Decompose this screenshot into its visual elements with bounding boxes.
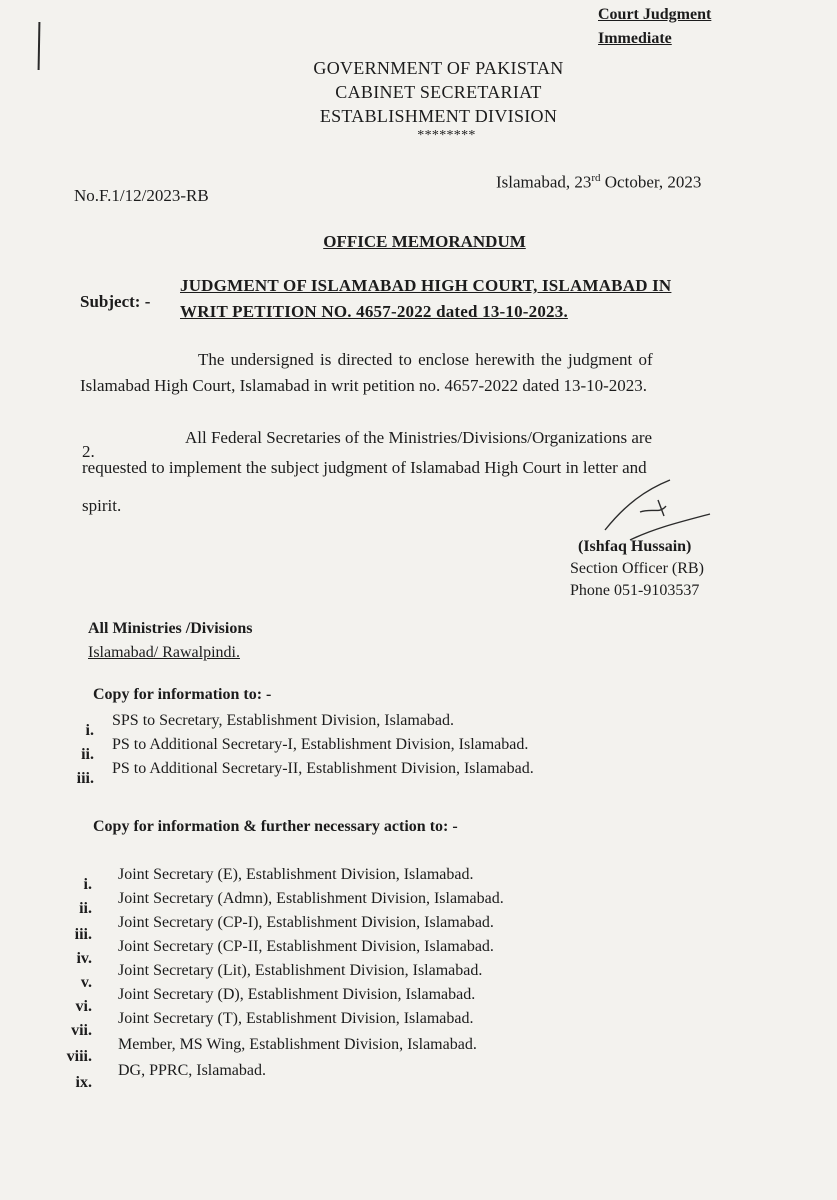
- header-stars: ********: [417, 128, 476, 143]
- copy-action-num-8: viii.: [66, 1048, 92, 1065]
- addressee-title: All Ministries /Divisions: [88, 620, 253, 637]
- copy-info-item-3: PS to Additional Secretary-II, Establishment Division, Islamabad.: [112, 760, 534, 777]
- subject-label: Subject: -: [80, 292, 151, 311]
- copy-action-item-5: Joint Secretary (Lit), Establishment Division, Islamabad.: [118, 962, 483, 979]
- copy-action-item-2: Joint Secretary (Admn), Establishment Division, Islamabad.: [118, 890, 504, 907]
- copy-info-item-2: PS to Additional Secretary-I, Establishment Division, Islamabad.: [112, 736, 529, 753]
- copy-action-item-1: Joint Secretary (E), Establishment Division, Islamabad.: [118, 866, 474, 883]
- header-line-3: ESTABLISHMENT DIVISION: [319, 106, 558, 126]
- copy-action-heading: Copy for information & further necessary action to: -: [93, 818, 458, 835]
- copy-action-item-4: Joint Secretary (CP-II, Establishment Division, Islamabad.: [118, 938, 494, 955]
- copy-action-num-4: iv.: [76, 950, 92, 967]
- copy-info-num-3: iii.: [76, 770, 94, 787]
- signatory-designation: Section Officer (RB): [570, 560, 704, 577]
- paragraph2-line-1: All Federal Secretaries of the Ministries/Divisions/Organizations are: [185, 428, 653, 447]
- signatory-name: (Ishfaq Hussain): [578, 538, 692, 555]
- paragraph2-line-3: spirit.: [82, 496, 122, 515]
- place-date: [496, 172, 701, 193]
- copy-action-item-6: Joint Secretary (D), Establishment Division, Islamabad.: [118, 986, 476, 1003]
- reference-number: No.F.1/12/2023-RB: [74, 186, 209, 205]
- copy-action-item-3: Joint Secretary (CP-I), Establishment Division, Islamabad.: [118, 914, 494, 931]
- copy-action-num-6: vi.: [75, 998, 92, 1015]
- copy-action-item-9: DG, PPRC, Islamabad.: [118, 1062, 266, 1079]
- paragraph2-number: 2.: [82, 442, 95, 461]
- subject-line-2: WRIT PETITION NO. 4657-2022 dated 13-10-2023.: [180, 302, 568, 321]
- copy-action-item-8: Member, MS Wing, Establishment Division, Islamabad.: [118, 1036, 477, 1053]
- memo-title: OFFICE MEMORANDUM: [323, 232, 526, 251]
- header-line-2: CABINET SECRETARIAT: [335, 82, 542, 102]
- copy-action-num-7: vii.: [71, 1022, 92, 1039]
- copy-action-item-7: Joint Secretary (T), Establishment Division, Islamabad.: [118, 1010, 474, 1027]
- copy-action-num-1: i.: [83, 876, 92, 893]
- copy-action-num-2: ii.: [79, 900, 92, 917]
- signatory-phone: Phone 051-9103537: [570, 582, 700, 599]
- date-superscript: rd: [591, 172, 601, 184]
- copy-action-num-5: v.: [80, 974, 92, 991]
- tag-immediate: Immediate: [598, 30, 672, 47]
- copy-action-num-9: ix.: [75, 1074, 92, 1091]
- paragraph1-line-2: Islamabad High Court, Islamabad in writ petition no. 4657-2022 dated 13-10-2023.: [80, 376, 648, 395]
- tag-court-judgment: Court Judgment: [598, 6, 712, 23]
- header-line-1: GOVERNMENT OF PAKISTAN: [313, 58, 564, 78]
- copy-action-num-3: iii.: [74, 926, 92, 943]
- paragraph1-line-1: The undersigned is directed to enclose herewith the judgment of: [198, 350, 653, 369]
- copy-info-num-2: ii.: [81, 746, 94, 763]
- paragraph2-line-2: requested to implement the subject judgment of Islamabad High Court in letter and: [82, 458, 647, 477]
- copy-info-num-1: i.: [85, 722, 94, 739]
- addressee-location: Islamabad/ Rawalpindi.: [88, 644, 240, 661]
- copy-info-item-1: SPS to Secretary, Establishment Division, Islamabad.: [112, 712, 455, 729]
- date-suffix: October, 2023: [600, 172, 702, 192]
- date-prefix: Islamabad, 23: [496, 172, 592, 192]
- copy-info-heading: Copy for information to: -: [93, 686, 272, 703]
- subject-line-1: JUDGMENT OF ISLAMABAD HIGH COURT, ISLAMABAD IN: [180, 276, 672, 295]
